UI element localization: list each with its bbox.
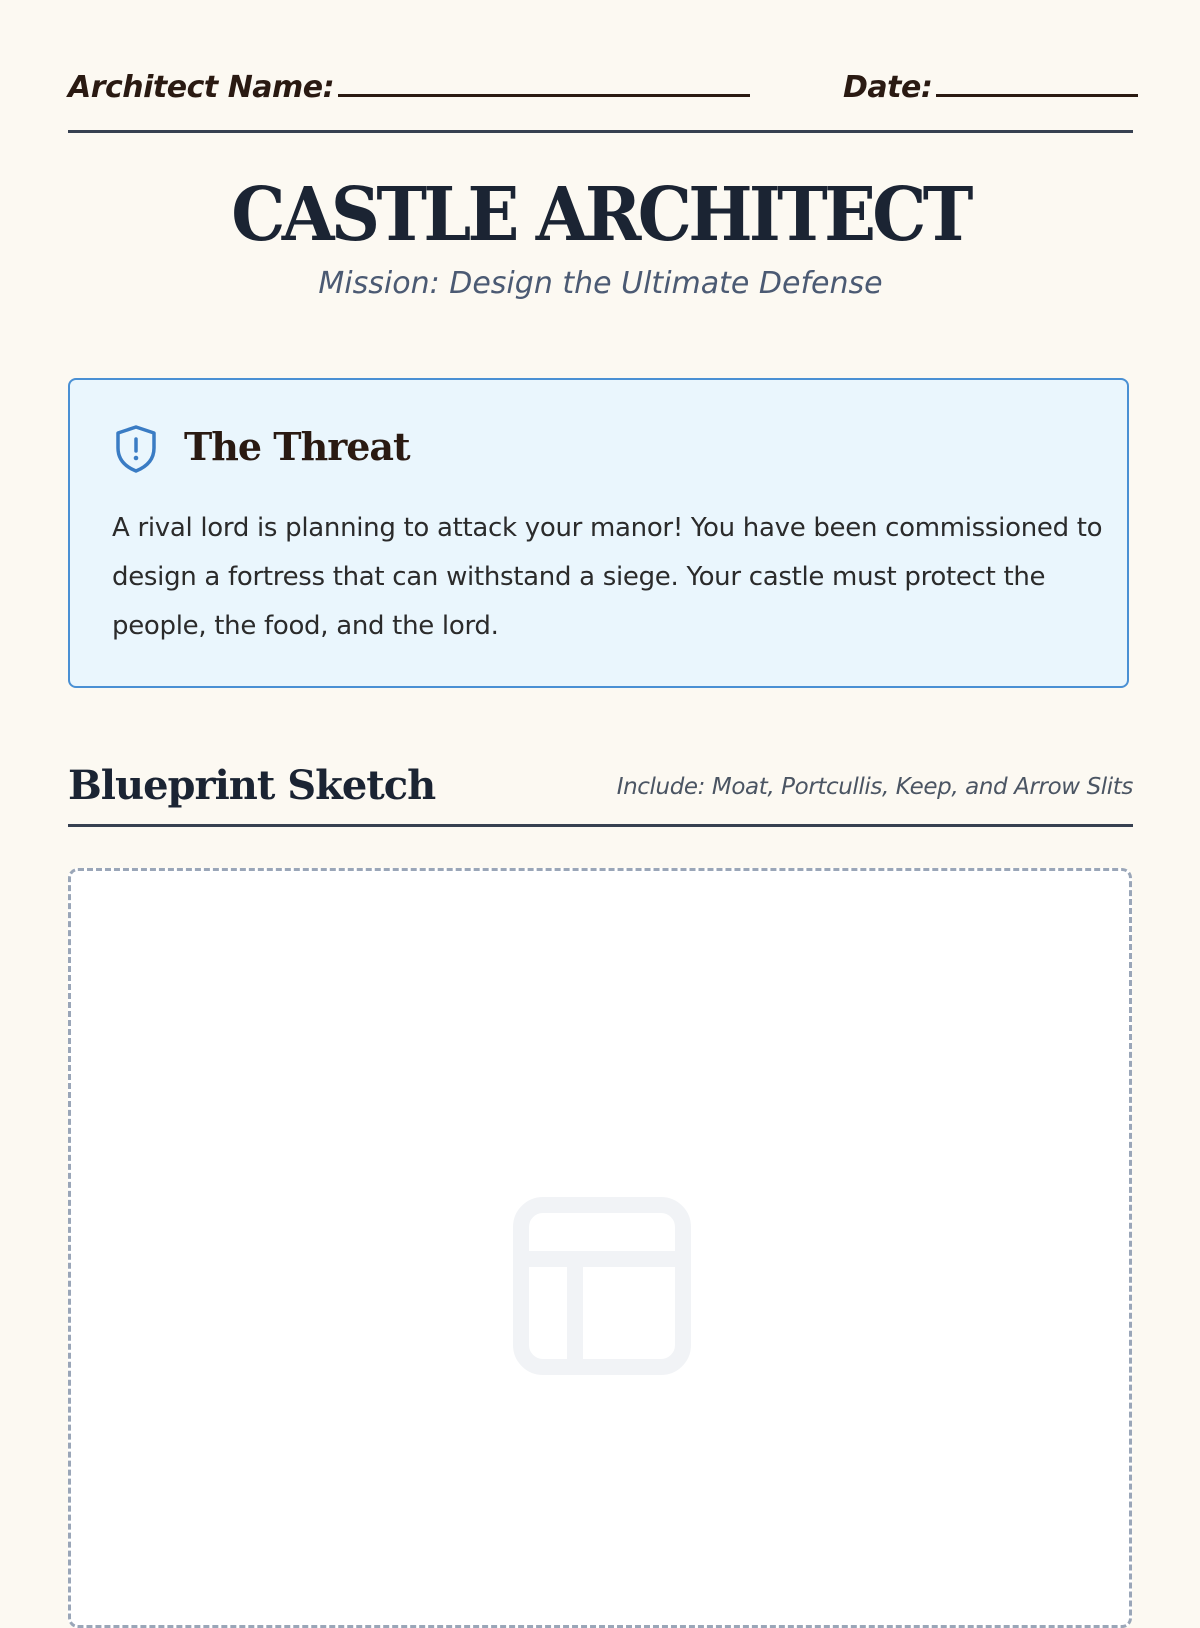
threat-heading: The Threat [184, 424, 410, 469]
blueprint-hint: Include: Moat, Portcullis, Keep, and Arrow Slits [616, 774, 1133, 800]
threat-description: A rival lord is planning to attack your manor! You have been commissioned to design a fortress that can withstand a siege. Your castle must protect the people, the food, and the lord. [112, 513, 1103, 641]
architect-name-field[interactable] [68, 70, 750, 105]
shield-alert-icon [114, 424, 158, 474]
header-fields [68, 68, 1133, 133]
date-label: Date: [843, 70, 933, 105]
date-field[interactable] [843, 70, 1138, 105]
worksheet-page [68, 0, 1133, 1600]
date-blank[interactable] [936, 90, 1138, 97]
architect-name-blank[interactable] [338, 90, 750, 97]
page-title: CASTLE ARCHITECT [231, 172, 970, 258]
page-subtitle: Mission: Design the Ultimate Defense [318, 266, 883, 301]
architect-name-label: Architect Name: [68, 70, 335, 105]
threat-panel [68, 378, 1129, 688]
blueprint-section-header [68, 756, 1133, 827]
blueprint-sketch-area[interactable] [68, 868, 1132, 1628]
layout-icon [513, 1197, 691, 1375]
blueprint-heading: Blueprint Sketch [68, 762, 436, 809]
